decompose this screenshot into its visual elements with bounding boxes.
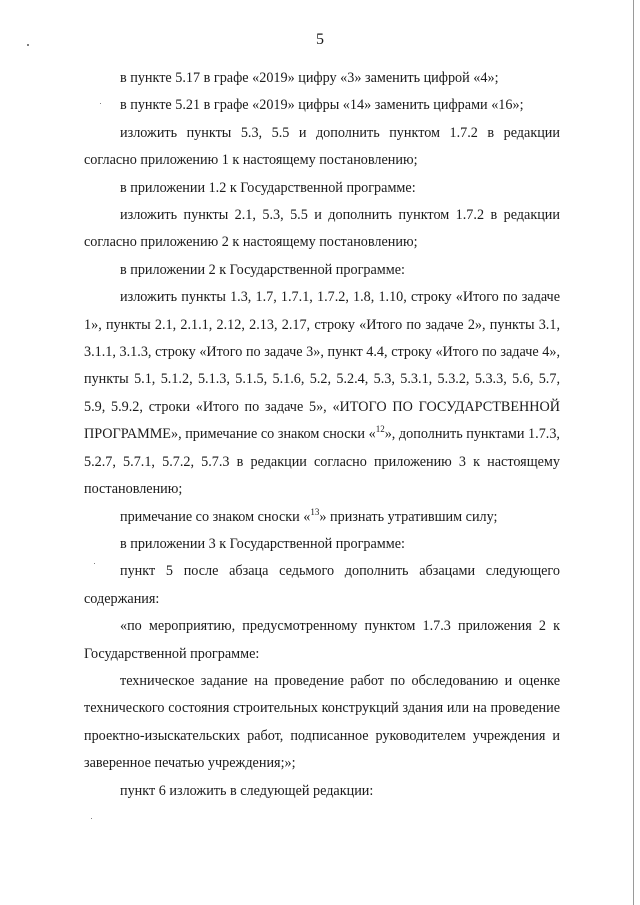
paragraph: изложить пункты 2.1, 5.3, 5.5 и дополнить пунктом 1.7.2 в редакции согласно приложению 2 к настоящему постановлению; — [84, 207, 560, 251]
scan-speck — [100, 103, 101, 104]
paragraph-text-after: », дополнить пунктами 1.7.3, 5.2.7, 5.7.1, 5.7.2, 5.7.3 в редакции согласно приложению 3 к настоящему постановлению; — [84, 426, 560, 498]
paragraph-text: изложить пункты 1.3, 1.7, 1.7.1, 1.7.2, 1.8, 1.10, строку «Итого по задаче 1», пункты 2.1, 2.1.1, 2.12, 2.13, 2.17, строку «Итого по задаче 2», пункты 3.1, 3.1.1, 3.1.3, строку «Итого по задаче 3», пункт 4.4, строку «Итого по задаче 4», пункты 5.1, 5.1.2, 5.1.3, 5.1.5, 5.1.6, 5.2, 5.2.4, 5.3, 5.3.1, 5.3.2, 5.3.3, 5.6, 5.7, 5.9, 5.9.2, строки «Итого по задаче 5», «ИТОГО ПО ГОСУДАРСТВЕННОЙ ПРОГРАММЕ», примечание со знаком сноски « — [84, 289, 560, 443]
paragraph-text: примечание со знаком сноски « — [120, 508, 311, 525]
paragraph: в пункте 5.21 в графе «2019» цифры «14» заменить цифрами «16»; — [120, 97, 524, 114]
paragraph: изложить пункты 5.3, 5.5 и дополнить пунктом 1.7.2 в редакции согласно приложению 1 к настоящему постановлению; — [84, 124, 560, 169]
scan-edge — [633, 0, 634, 905]
page-number: 5 — [316, 31, 324, 48]
document-body — [84, 65, 560, 805]
paragraph: техническое задание на проведение работ по обследованию и оценке технического состояния строительных конструкций здания или на проведение проектно-изыскательских работ, подписанное руководителем учреждения и заверенное печатью учреждения;»; — [84, 672, 560, 772]
paragraph-with-footnote — [84, 504, 560, 531]
paragraph: в пункте 5.17 в графе «2019» цифру «3» заменить цифрой «4»; — [120, 70, 499, 86]
scan-speck — [91, 818, 92, 819]
scan-speck — [27, 44, 29, 46]
footnote-mark: 13 — [310, 506, 320, 517]
footnote-mark: 12 — [375, 424, 385, 435]
paragraph: в приложении 1.2 к Государственной программе: — [120, 179, 416, 196]
paragraph: в приложении 2 к Государственной программе: — [120, 261, 405, 278]
paragraph: «по мероприятию, предусмотренному пунктом 1.7.3 приложения 2 к Государственной программе: — [84, 618, 560, 662]
paragraph-with-footnote — [84, 284, 560, 503]
paragraph-text-after: » признать утратившим силу; — [319, 508, 498, 525]
paragraph: пункт 5 после абзаца седьмого дополнить абзацами следующего содержания: — [84, 563, 560, 607]
paragraph: в приложении 3 к Государственной программе: — [120, 535, 405, 552]
scan-speck — [94, 563, 95, 564]
paragraph: пункт 6 изложить в следующей редакции: — [120, 782, 374, 799]
